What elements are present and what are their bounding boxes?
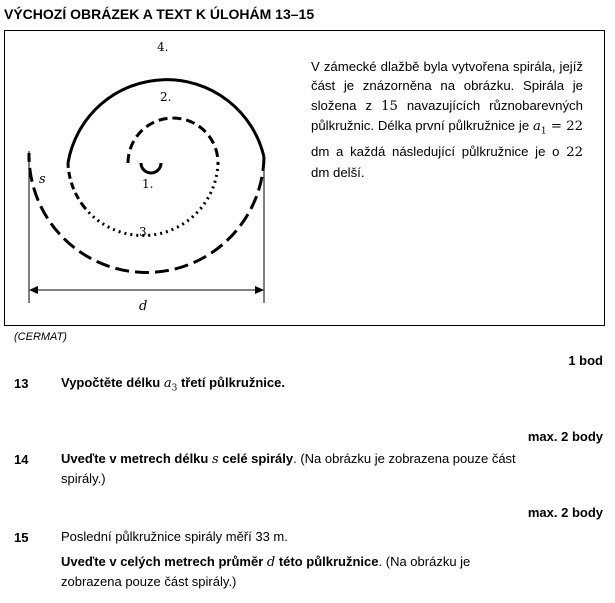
d-arrow-right bbox=[255, 286, 264, 294]
label-s: s bbox=[39, 172, 46, 187]
q15-text: Uveďte v celých metrech průměr d této půlkružnice. (Na obrázku je zobrazena pouze část spirály.) bbox=[61, 554, 471, 589]
intro-text: V zámecké dlažbě byla vytvořena spirála, jejíž část je znázorněna na obrázku. Spirála je složena z 15 navazujících různobarevných půlkružnic. Délka první půlkružnice je $a_1 = 22$ dm a každá následující půlkružnice je o 22 dm delší. bbox=[311, 59, 583, 180]
spiral-figure bbox=[5, 31, 305, 325]
label-4: 4. bbox=[157, 40, 169, 54]
q13-points: 1 bod bbox=[568, 353, 603, 368]
source-note: (CERMAT) bbox=[14, 331, 67, 343]
figure-frame bbox=[4, 30, 605, 326]
q13-text: Vypočtěte délku $a_3$ třetí půlkružnice. bbox=[61, 375, 285, 394]
q13-number: 13 bbox=[14, 376, 29, 391]
half-circle-2 bbox=[128, 118, 218, 163]
q14-points: max. 2 body bbox=[527, 429, 603, 444]
q15-number: 15 bbox=[14, 530, 29, 545]
label-d: d bbox=[139, 299, 148, 314]
q15-points: max. 2 body bbox=[527, 505, 603, 520]
half-circle-3-dashed bbox=[68, 163, 85, 208]
q15-line1: Poslední půlkružnice spirály měří 33 m. bbox=[61, 529, 288, 544]
half-circle-1 bbox=[141, 163, 161, 173]
page-heading: VÝCHOZÍ OBRÁZEK A TEXT K ÚLOHÁM 13–15 bbox=[4, 6, 315, 22]
label-3: 3. bbox=[139, 225, 151, 239]
q14-text: Uveďte v metrech délku s celé spirály. (Na obrázku je zobrazena pouze část spirály.) bbox=[61, 451, 516, 486]
label-1: 1. bbox=[142, 177, 154, 191]
q14-number: 14 bbox=[14, 452, 29, 467]
d-arrow-left bbox=[29, 286, 38, 294]
label-2: 2. bbox=[160, 90, 172, 104]
